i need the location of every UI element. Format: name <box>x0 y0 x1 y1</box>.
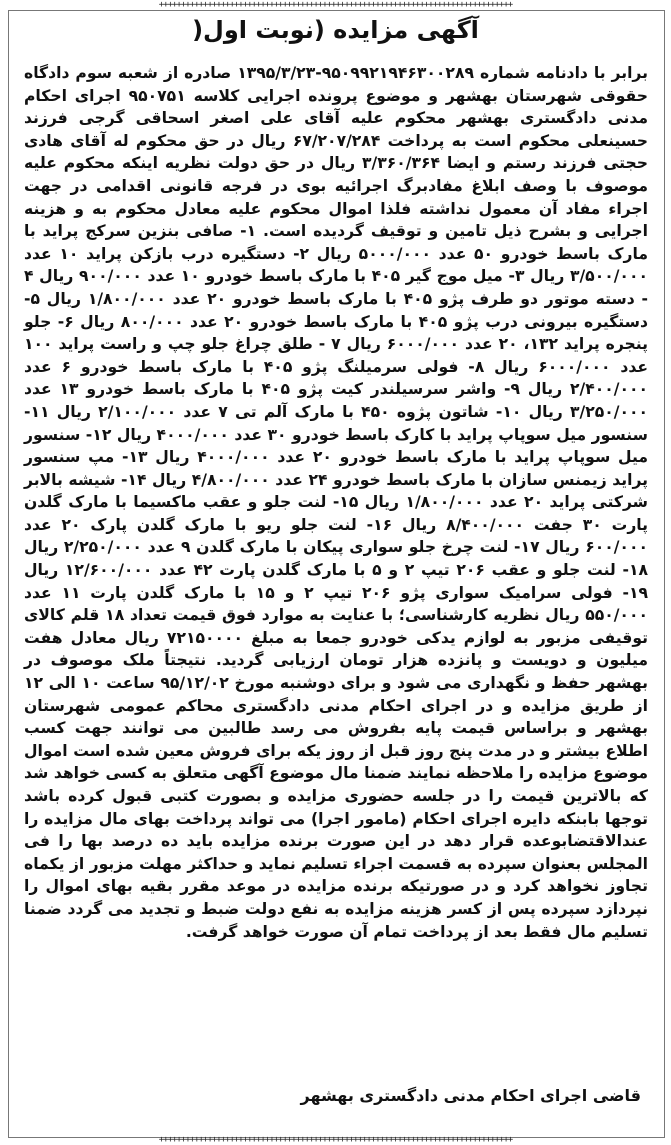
notice-body <box>24 62 648 1082</box>
notice-signature: قاضی اجرای احکام مدنی دادگستری بهشهر <box>300 1086 641 1105</box>
notice-body-text: برابر با دادنامه شماره ۹۵۰۹۹۲۱۹۴۶۳۰۰۲۸۹-۱۳۹۵/۳/۲۳ صادره از شعبه سوم دادگاه حقوقی شهرستان بهشهر و موضوع پرونده اجرایی کلاسه ۹۵۰۷۵۱ اجرای احکام مدنی دادگستری بهشهر محکوم علیه آقای علی اصغر اسحاقی گرجی فرزند حسینعلی محکوم است به پرداخت ۶۷/۲۰۷/۲۸۴ ریال در حق محکوم له آقای هادی حجتی فرزند رستم و ایضا ۳/۳۶۰/۳۶۴ ریال در حق دولت نظریه اینکه محکوم علیه موصوف با وصف ابلاغ مفادبرگ اجرائیه بوی در فرجه قانونی اقدامی در جهت اجراء مفاد آن معمول نداشته فلذا اموال محکوم علیه معادل محکوم به و هزینه اجرایی و بشرح ذیل تامین و توقیف گردیده است. ۱- صافی بنزین سرکج پراید با مارک باسط خودرو ۵۰ عدد ۵۰۰۰/۰۰۰ ریال ۲- دستگیره درب بازکن پراید ۱۰ عدد ۳/۵۰۰/۰۰۰ ریال ۳- میل موج گیر ۴۰۵ با مارک باسط خودرو ۱۰ عدد ۹۰۰/۰۰۰ ریال ۴ - دسته موتور دو طرف پژو ۴۰۵ با مارک باسط خودرو ۲۰ عدد ۱/۸۰۰/۰۰۰ ریال ۵- دستگیره بیرونی درب پژو ۴۰۵ با مارک باسط خودرو ۲۰ عدد ۸۰۰/۰۰۰ ریال ۶- جلو پنجره پراید ۱۳۲، ۲۰ عدد ۶۰۰۰/۰۰۰ ریال ۷ - طلق چراغ جلو چپ و راست پراید ۱۰۰ عدد ۶۰۰۰/۰۰۰ ریال ۸- فولی سرمیلنگ پژو ۴۰۵ با مارک باسط خودرو ۶ عدد ۲/۴۰۰/۰۰۰ ریال ۹- واشر سرسیلندر کیت پژو ۴۰۵ با مارک باسط خودرو ۱۳ عدد ۳/۲۵۰/۰۰۰ ریال ۱۰- شاتون پژوه ۴۵۰ با مارک آلم تی ۷ عدد ۲/۱۰۰/۰۰۰ ریال ۱۱- سنسور میل سوپاپ پراید با کارک باسط خودرو ۳۰ عدد ۴۰۰۰/۰۰۰ ریال ۱۲- سنسور میل سوپاپ پراید با مارک باسط خودرو ۲۰ عدد ۴۰۰۰/۰۰۰ ریال ۱۳- مپ سنسور پراید زیمنس سازان با مارک باسط خودرو ۲۴ عدد ۴/۸۰۰/۰۰۰ ریال ۱۴- شیشه بالابر شرکتی پراید ۲۰ عدد ۱/۸۰۰/۰۰۰ ریال ۱۵- لنت جلو و عقب ماکسیما با مارک گلدن پارت ۳۰ جفت ۸/۴۰۰/۰۰۰ ریال ۱۶- لنت جلو ریو با مارک گلدن پارک ۲۰ عدد ۶۰۰/۰۰۰ ریال ۱۷- لنت چرخ جلو سواری پیکان با مارک گلدن ۹ عدد ۲/۲۵۰/۰۰۰ ریال ۱۸- لنت جلو و عقب ۲۰۶ تیپ ۲ و ۵ با مارک گلدن پارت ۴۲ عدد ۱۲/۶۰۰/۰۰۰ ریال ۱۹- فولی سرامیک سواری پژو ۲۰۶ تیپ ۲ و ۱۵ با مارک گلدن پارت ۱۱ عدد ۵۵۰/۰۰۰ ریال نظریه کارشناسی؛ با عنایت به موارد فوق قیمت تعداد ۱۸ قلم کالای توقیفی مزبور به لوازم یدکی خودرو جمعا به مبلغ ۷۲۱۵۰۰۰۰ ریال معادل هفت میلیون و دویست و پانزده هزار تومان ارزیابی گردید. نتیجتاً ملک موصوف در بهشهر حفظ و نگهداری می شود و برای دوشنبه مورخ ۹۵/۱۲/۰۲ ساعت ۱۰ الی ۱۲ از طریق مزایده و در اجرای احکام مدنی دادگستری محاکم عمومی شهرستان بهشهر و براساس قیمت پایه بفروش می رسد طالبین می توانند جهت کسب اطلاع بیشتر و در مدت پنج روز قبل از روز یکه برای فروش معین شده است اموال موضوع مزایده را ملاحظه نمایند ضمنا مال موضوع آگهی متعلق به کسی خواهد شد که بالاترین قیمت را در جلسه حضوری مزایده و بصورت کتبی قبول کرده باشد توجها بابنکه دایره اجرای احکام (مامور اجرا) می تواند پرداخت بهای مال مزایده را عندالاقتضابوعده قرار دهد در این صورت برنده مزایده باید ده درصد بها را فی المجلس بعنوان سپرده به قسمت اجراء تسلیم نماید و حداکثر مهلت مزبور از یکماه تجاوز نخواهد کرد و در صورتیکه برنده مزایده در موعد مقرر بقیه بهای اموال را نپردازد سپرده پس از کسر هزینه مزایده به نفع دولت ضبط و تجدید می گردد ضمنا تسلیم مال فقط بعد از پرداخت تمام آن صورت خواهد گرفت. <box>24 64 649 941</box>
bottom-plus-rule: ++++++++++++++++++++++++++++++++++++++++++++++++++++++++++++++++++++++++++++++++ <box>158 1135 513 1145</box>
notice-title: آگهی مزایده (نوبت اول( <box>192 16 479 44</box>
top-plus-rule: ++++++++++++++++++++++++++++++++++++++++++++++++++++++++++++++++++++++++++++++++ <box>158 0 513 10</box>
